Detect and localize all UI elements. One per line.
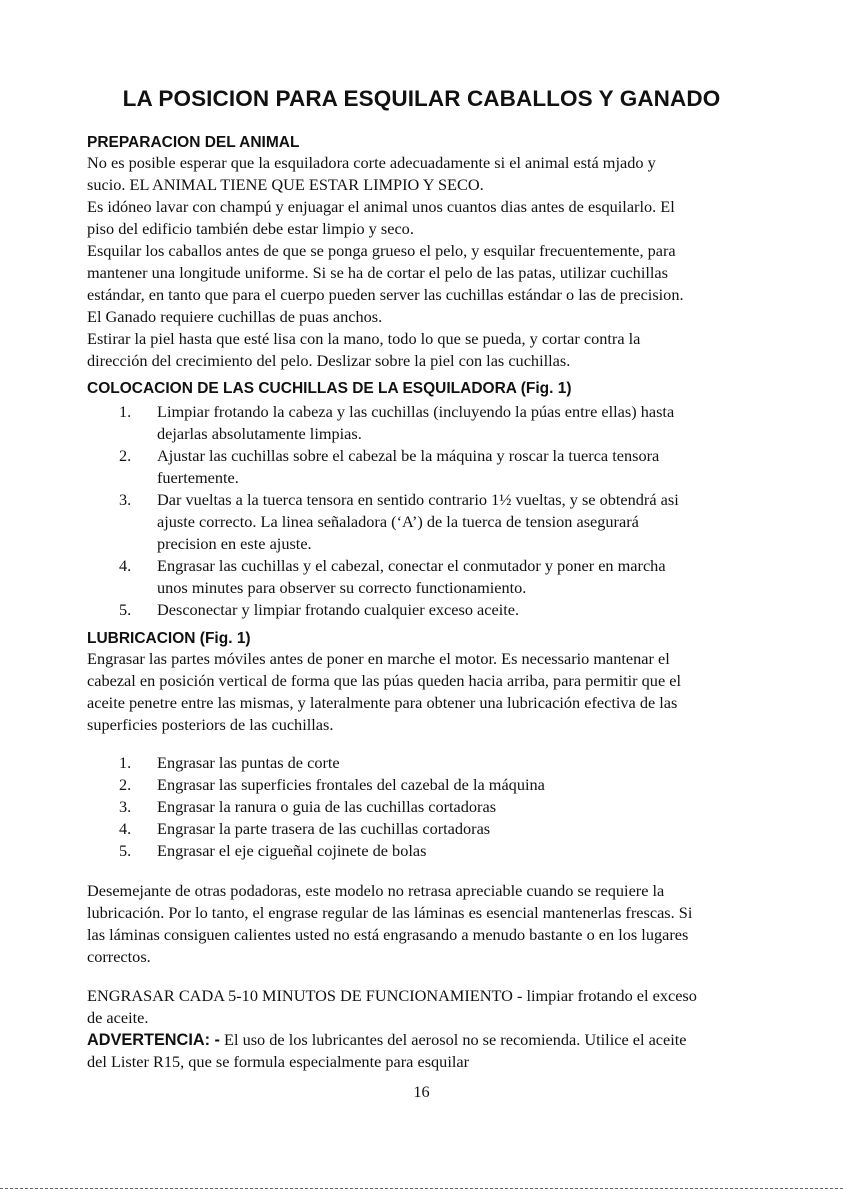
list-item-line: Engrasar el eje cigueñal cojinete de bolas [157, 841, 427, 860]
paragraph-line: cabezal en posición vertical de forma que las púas queden hacia arriba, para permitir que el [87, 671, 681, 690]
list-item-line: Engrasar las superficies frontales del cazebal de la máquina [157, 775, 545, 794]
page-bottom-border [0, 1188, 843, 1189]
list-number: 2. [119, 446, 132, 465]
heading-colocacion: COLOCACION DE LAS CUCHILLAS DE LA ESQUILADORA (Fig. 1) [87, 380, 572, 397]
list-number: 4. [119, 819, 132, 838]
list-number: 3. [119, 490, 132, 509]
list-item-line: Dar vueltas a la tuerca tensora en sentido contrario 1½ vueltas, y se obtendrá asi [157, 490, 679, 509]
warning-text: El uso de los lubricantes del aerosol no se recomienda. Utilice el aceite [219, 1030, 687, 1049]
list-number: 1. [119, 753, 132, 772]
list-number: 5. [119, 600, 132, 619]
paragraph-line: Es idóneo lavar con champú y enjuagar el animal unos cuantos dias antes de esquilarlo. El [87, 197, 675, 216]
list-item-line: Ajustar las cuchillas sobre el cabezal be la máquina y roscar la tuerca tensora [157, 446, 660, 465]
paragraph-line: Esquilar los caballos antes de que se ponga grueso el pelo, y esquilar frecuentemente, para [87, 241, 676, 260]
paragraph-line: estándar, en tanto que para el cuerpo pueden server las cuchillas estándar o las de precision. [87, 285, 684, 304]
heading-preparacion: PREPARACION DEL ANIMAL [87, 134, 300, 151]
paragraph-line: las láminas consiguen calientes usted no está engrasando a menudo bastante o en los lugares [87, 925, 689, 944]
paragraph-line: aceite penetre entre las mismas, y lateralmente para obtener una lubricación efectiva de las [87, 693, 678, 712]
paragraph-line: piso del edificio también debe estar limpio y seco. [87, 219, 414, 238]
paragraph-line: Engrasar las partes móviles antes de poner en marche el motor. Es necessario mantenar el [87, 649, 670, 668]
list-item-line: dejarlas absolutamente limpias. [157, 424, 362, 443]
list-item-line: Engrasar las puntas de corte [157, 753, 340, 772]
list-number: 3. [119, 797, 132, 816]
paragraph-line: ENGRASAR CADA 5-10 MINUTOS DE FUNCIONAMIENTO - limpiar frotando el exceso [87, 986, 697, 1005]
paragraph-line: sucio. EL ANIMAL TIENE QUE ESTAR LIMPIO Y SECO. [87, 175, 484, 194]
paragraph-line: No es posible esperar que la esquiladora corte adecuadamente si el animal está mjado y [87, 153, 656, 172]
paragraph-line: Estirar la piel hasta que esté lisa con la mano, todo lo que se pueda, y cortar contra la [87, 329, 641, 348]
paragraph-line: dirección del crecimiento del pelo. Deslizar sobre la piel con las cuchillas. [87, 351, 571, 370]
list-number: 1. [119, 402, 132, 421]
list-number: 5. [119, 841, 132, 860]
heading-lubricacion: LUBRICACION (Fig. 1) [87, 630, 251, 647]
list-item-line: Engrasar la parte trasera de las cuchillas cortadoras [157, 819, 491, 838]
paragraph-line: superficies posteriors de las cuchillas. [87, 715, 334, 734]
paragraph-line: del Lister R15, que se formula especialmente para esquilar [87, 1052, 470, 1071]
list-item-line: Limpiar frotando la cabeza y las cuchillas (incluyendo la púas entre ellas) hasta [157, 402, 675, 421]
list-item-line: ajuste correcto. La linea señaladora (‘A’) de la tuerca de tension asegurará [157, 512, 639, 531]
list-item-line: Engrasar la ranura o guia de las cuchillas cortadoras [157, 797, 497, 816]
warning-label: ADVERTENCIA: - [87, 1031, 220, 1049]
paragraph-line: Desemejante de otras podadoras, este modelo no retrasa apreciable cuando se requiere la [87, 881, 665, 900]
paragraph-line: lubricación. Por lo tanto, el engrase regular de las láminas es esencial mantenerlas frescas. Si [87, 903, 693, 922]
paragraph-line: correctos. [87, 947, 151, 966]
page-title: LA POSICION PARA ESQUILAR CABALLOS Y GANADO [122, 86, 721, 111]
paragraph-line: mantener una longitude uniforme. Si se ha de cortar el pelo de las patas, utilizar cuchillas [87, 263, 668, 282]
list-item-line: precision en este ajuste. [157, 534, 312, 553]
list-item-line: Desconectar y limpiar frotando cualquier exceso aceite. [157, 600, 520, 619]
warning-line [87, 1029, 687, 1051]
list-item-line: unos minutes para observer su correcto functionamiento. [157, 578, 527, 597]
list-number: 4. [119, 556, 132, 575]
list-item-line: fuertemente. [157, 468, 239, 487]
paragraph-line: de aceite. [87, 1008, 149, 1027]
page-number: 16 [413, 1082, 430, 1101]
list-number: 2. [119, 775, 132, 794]
list-item-line: Engrasar las cuchillas y el cabezal, conectar el conmutador y poner en marcha [157, 556, 666, 575]
paragraph-line: El Ganado requiere cuchillas de puas anchos. [87, 307, 383, 326]
